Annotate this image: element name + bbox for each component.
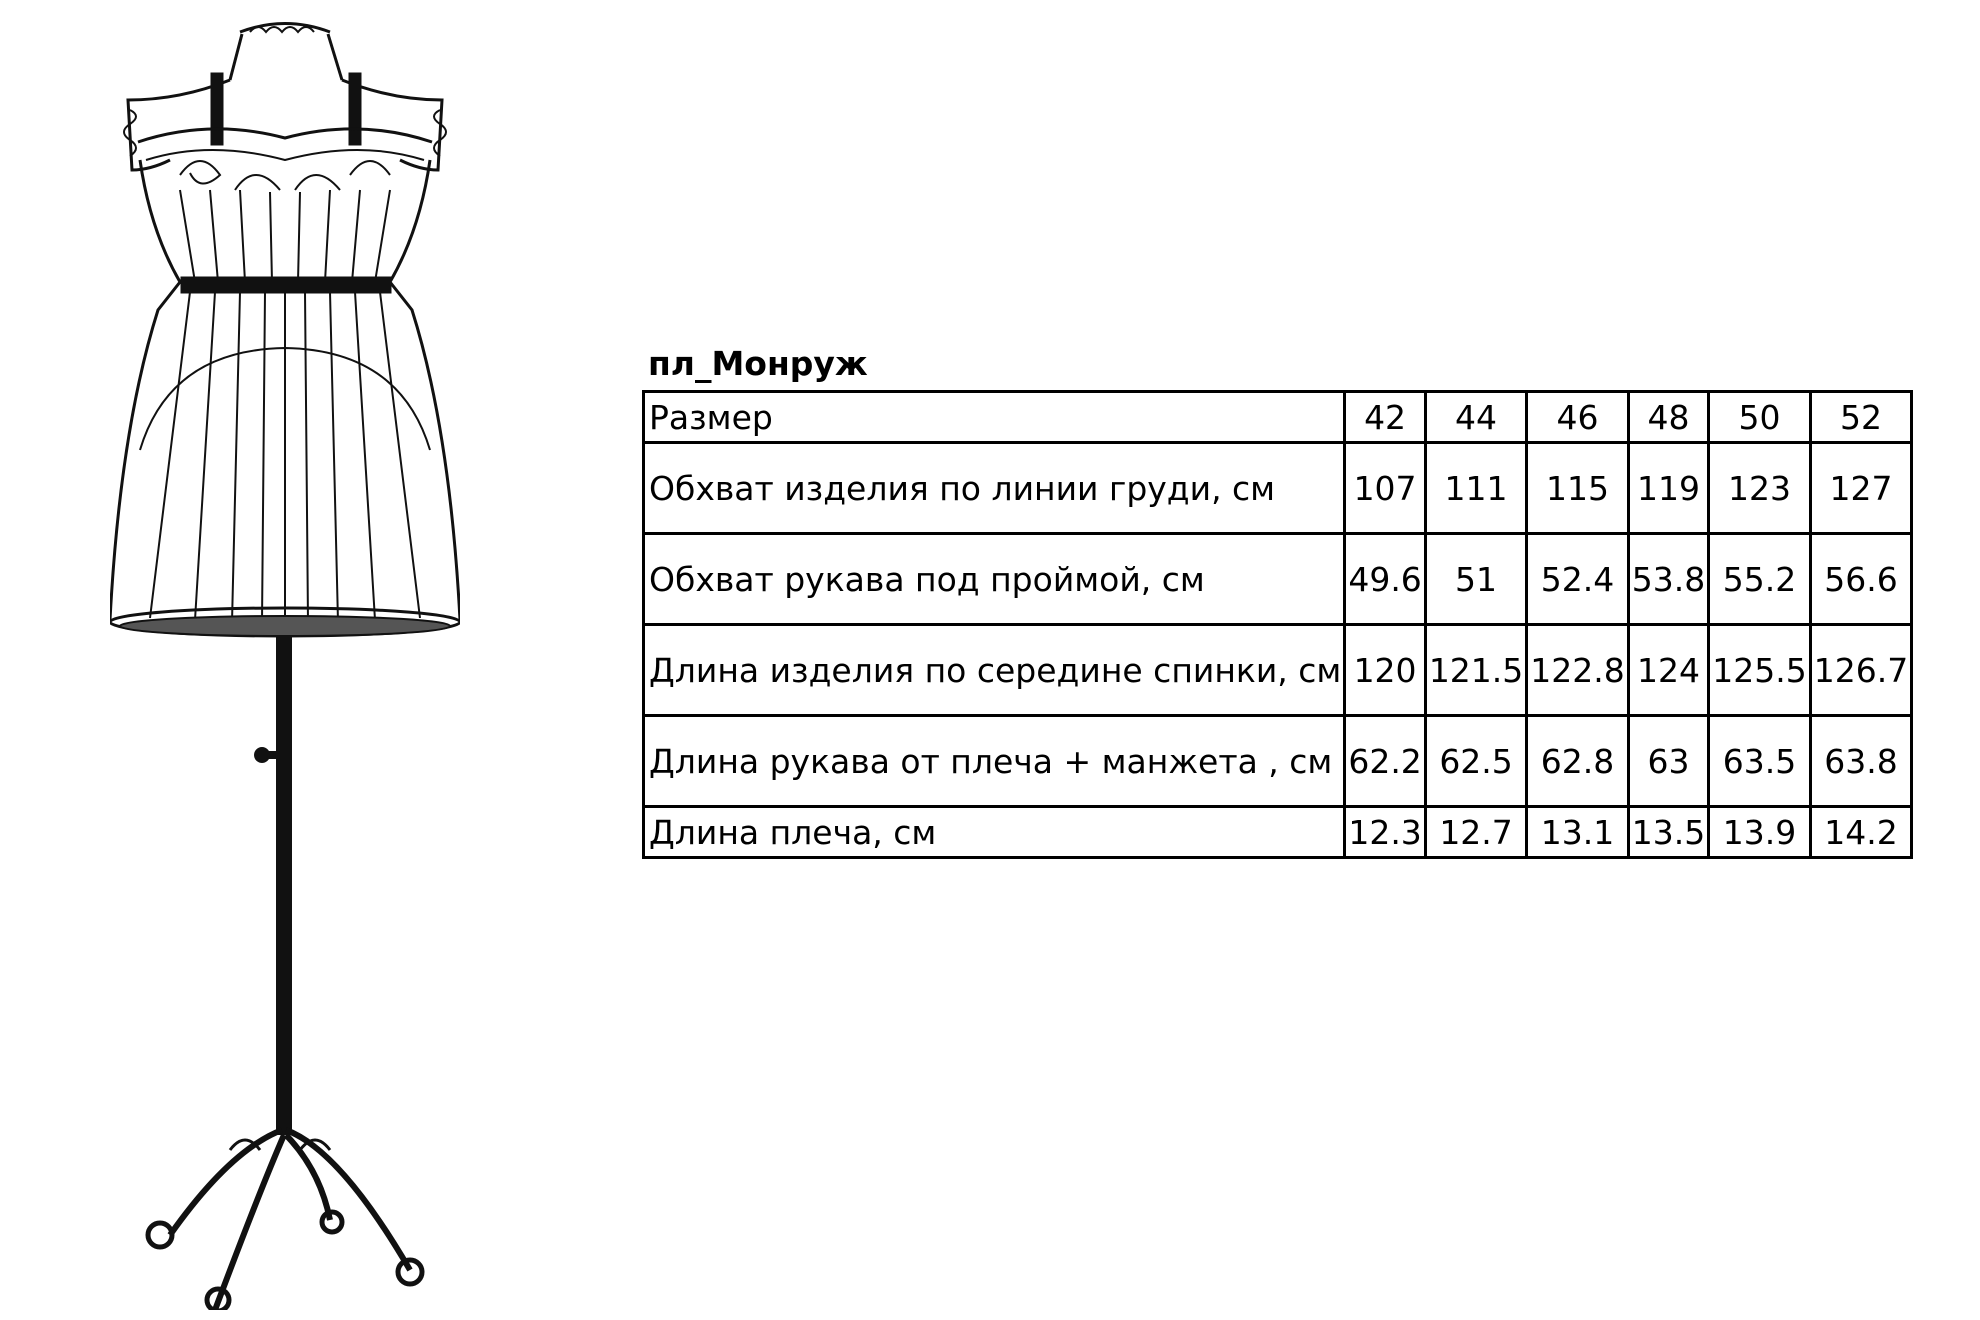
- size-header-cell: 44: [1425, 392, 1526, 443]
- table-cell: 14.2: [1810, 807, 1911, 858]
- table-cell: 13.5: [1628, 807, 1708, 858]
- table-cell: 55.2: [1709, 534, 1810, 625]
- table-header-row: [644, 392, 1912, 443]
- row-label-cell: Длина изделия по середине спинки, см: [644, 625, 1345, 716]
- table-cell: 62.8: [1527, 716, 1628, 807]
- table-cell: 53.8: [1628, 534, 1708, 625]
- table-cell: 124: [1628, 625, 1708, 716]
- table-cell: 119: [1628, 443, 1708, 534]
- table-cell: 63: [1628, 716, 1708, 807]
- table-cell: 13.1: [1527, 807, 1628, 858]
- table-cell: 107: [1345, 443, 1425, 534]
- size-header-cell: 42: [1345, 392, 1425, 443]
- table-cell: 12.7: [1425, 807, 1526, 858]
- table-row: [644, 807, 1912, 858]
- table-cell: 12.3: [1345, 807, 1425, 858]
- row-label-cell: Длина плеча, см: [644, 807, 1345, 858]
- table-row: [644, 534, 1912, 625]
- wire-dress-form-mannequin-icon: [110, 10, 460, 1310]
- table-cell: 123: [1709, 443, 1810, 534]
- table-cell: 63.5: [1709, 716, 1810, 807]
- table-row: [644, 443, 1912, 534]
- size-header-cell: 52: [1810, 392, 1911, 443]
- product-title: пл_Монруж: [648, 344, 868, 383]
- table-cell: 13.9: [1709, 807, 1810, 858]
- header-label-cell: Размер: [644, 392, 1345, 443]
- table-cell: 121.5: [1425, 625, 1526, 716]
- size-header-cell: 46: [1527, 392, 1628, 443]
- table-cell: 51: [1425, 534, 1526, 625]
- table-cell: 56.6: [1810, 534, 1911, 625]
- table-cell: 62.2: [1345, 716, 1425, 807]
- row-label-cell: Обхват изделия по линии груди, см: [644, 443, 1345, 534]
- table-cell: 126.7: [1810, 625, 1911, 716]
- table-cell: 122.8: [1527, 625, 1628, 716]
- table-cell: 120: [1345, 625, 1425, 716]
- row-label-cell: Длина рукава от плеча + манжета , см: [644, 716, 1345, 807]
- size-header-cell: 48: [1628, 392, 1708, 443]
- size-chart-table: [642, 390, 1913, 859]
- table-row: [644, 716, 1912, 807]
- size-header-cell: 50: [1709, 392, 1810, 443]
- table-cell: 111: [1425, 443, 1526, 534]
- table-row: [644, 625, 1912, 716]
- table-cell: 49.6: [1345, 534, 1425, 625]
- table-cell: 127: [1810, 443, 1911, 534]
- table-cell: 52.4: [1527, 534, 1628, 625]
- table-cell: 115: [1527, 443, 1628, 534]
- row-label-cell: Обхват рукава под проймой, см: [644, 534, 1345, 625]
- table-cell: 62.5: [1425, 716, 1526, 807]
- table-cell: 125.5: [1709, 625, 1810, 716]
- table-cell: 63.8: [1810, 716, 1911, 807]
